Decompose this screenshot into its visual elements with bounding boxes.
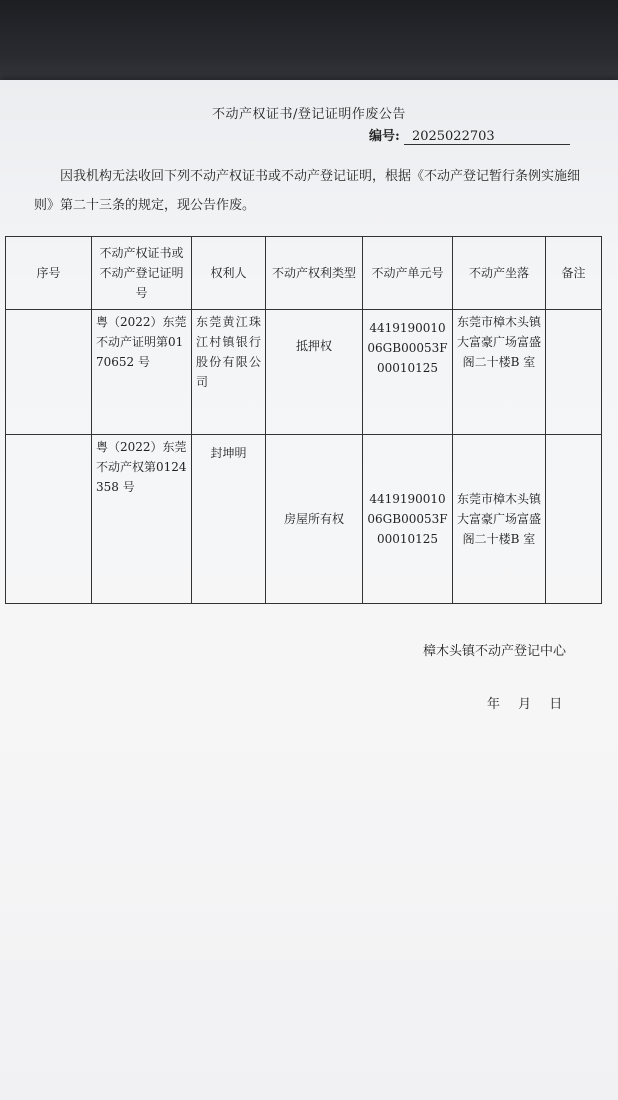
notice-intro: 因我机构无法收回下列不动产权证书或不动产登记证明，根据《不动产登记暂行条例实施细则》第二十三条的规定，现公告作废。 [34, 169, 581, 213]
header-cert-no: 不动产权证书或不动产登记证明号 [92, 237, 192, 310]
header-seq: 序号 [6, 237, 92, 310]
row-holder: 东莞黄江珠江村镇银行股份有限公司 [192, 310, 266, 435]
row-location: 东莞市樟木头镇大富豪广场富盛阁二十楼B 室 [453, 310, 546, 435]
row-remark [546, 435, 602, 604]
row-seq [6, 435, 92, 604]
row-unit-no: 441919001006GB00053F00010125 [363, 435, 453, 604]
row-seq [6, 310, 92, 435]
row-unit-no: 441919001006GB00053F00010125 [363, 310, 453, 435]
header-location: 不动产坐落 [453, 237, 546, 310]
notice-title: 不动产权证书/登记证明作废公告 [212, 107, 406, 122]
header-right-type: 不动产权利类型 [266, 237, 363, 310]
row-cert-no: 粤（2022）东莞不动产证明第0170652 号 [92, 310, 192, 435]
row-holder: 封坤明 [192, 435, 266, 604]
header-unit-no: 不动产单元号 [363, 237, 453, 310]
row-remark [546, 310, 602, 435]
document-number-label: 编号: [369, 129, 400, 144]
issue-date: 年 月 日 [487, 697, 563, 712]
table-row [6, 310, 602, 435]
header-remark: 备注 [546, 237, 602, 310]
row-right-type: 房屋所有权 [266, 435, 363, 604]
cancellation-table [5, 236, 602, 604]
table-row [6, 435, 602, 604]
issuer-name: 樟木头镇不动产登记中心 [423, 644, 567, 659]
document-number [369, 125, 570, 145]
row-right-type: 抵押权 [266, 310, 363, 435]
table-header-row [6, 237, 602, 310]
row-cert-no: 粤（2022）东莞不动产权第0124358 号 [92, 435, 192, 604]
row-location: 东莞市樟木头镇大富豪广场富盛阁二十楼B 室 [453, 435, 546, 604]
document-number-value: 2025022703 [404, 129, 570, 145]
header-holder: 权利人 [192, 237, 266, 310]
